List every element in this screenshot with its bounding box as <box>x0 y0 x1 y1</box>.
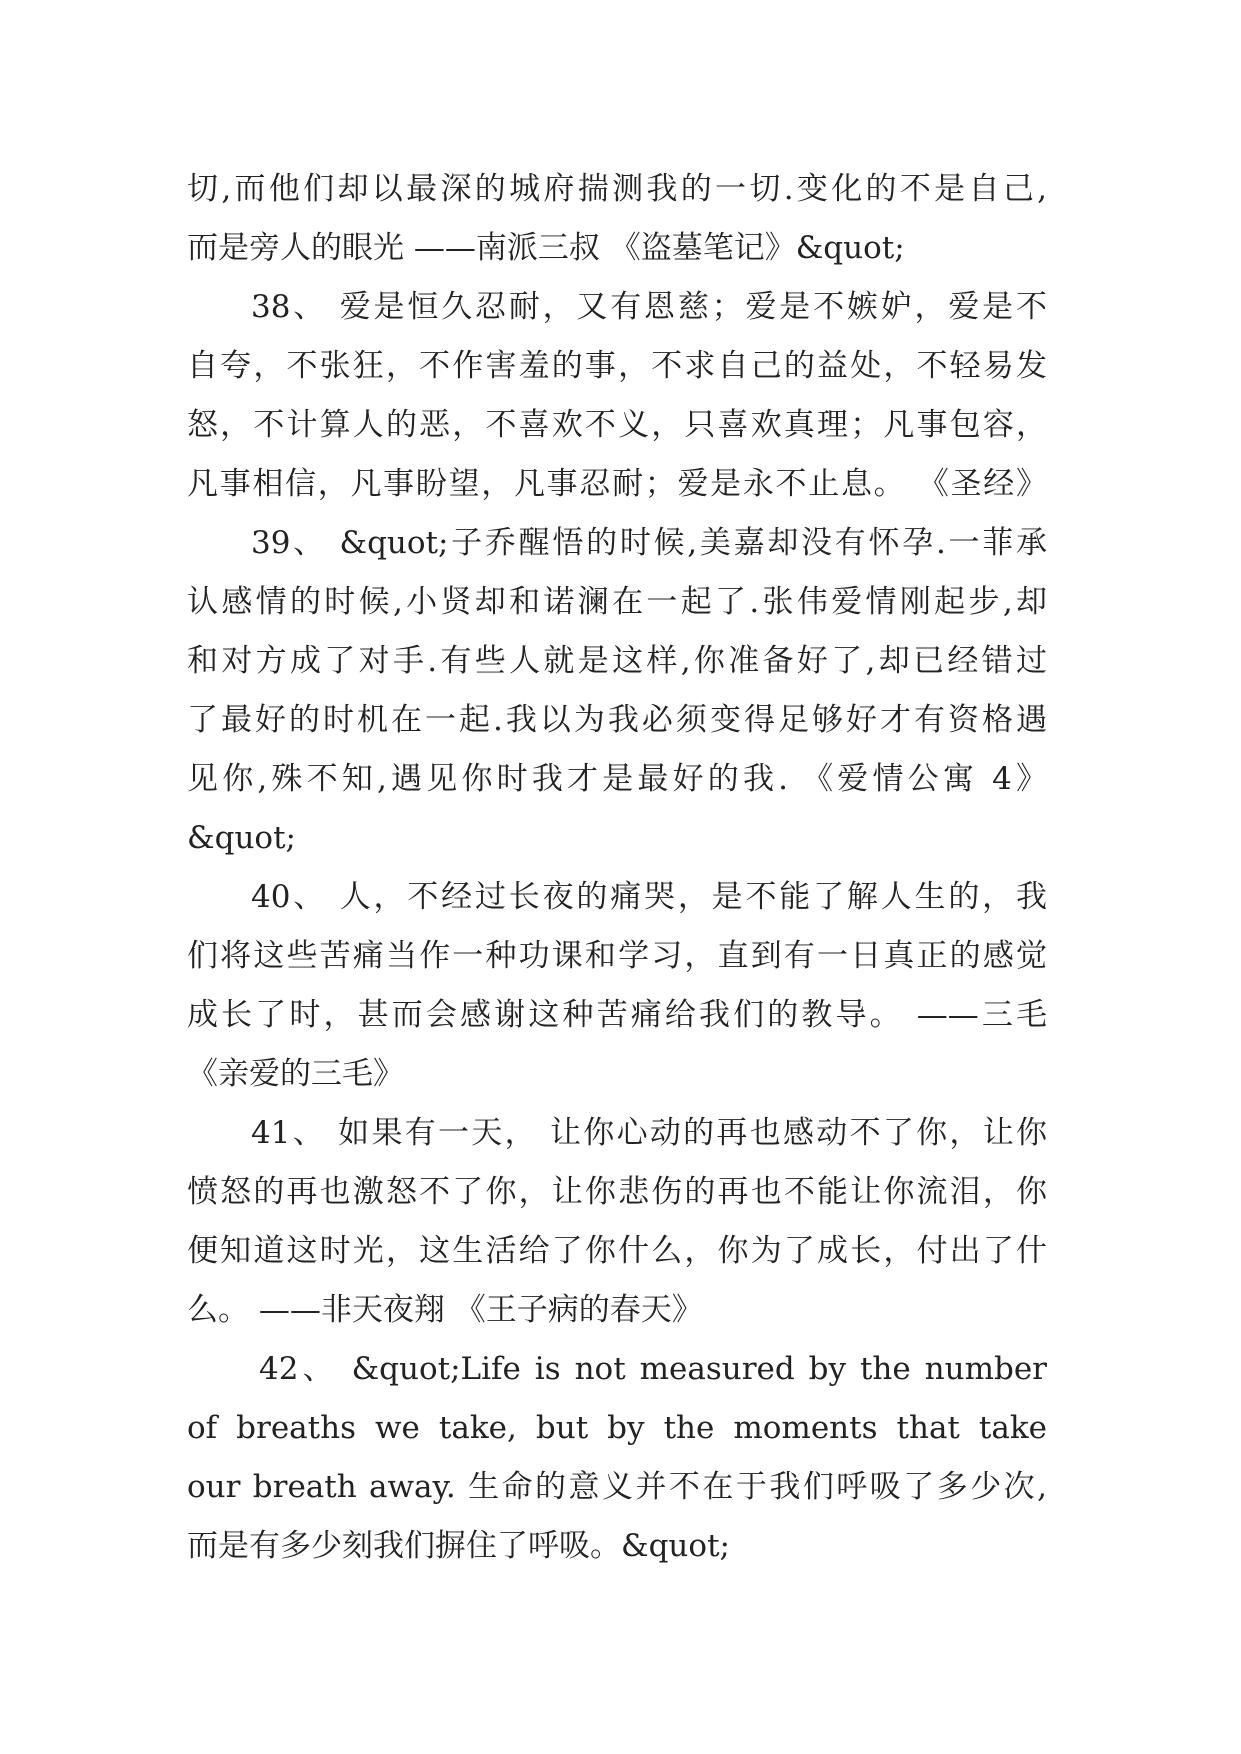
text-line: 怒，不计算人的恶，不喜欢不义，只喜欢真理；凡事包容， <box>187 407 1047 443</box>
text-line: 成长了时，甚而会感谢这种苦痛给我们的教导。 ——三毛 <box>187 997 1047 1033</box>
text-line: 了最好的时机在一起.我以为我必须变得足够好才有资格遇 <box>187 702 1047 738</box>
text-line: 41、 如果有一天， 让你心动的再也感动不了你，让你 <box>251 1115 1047 1151</box>
text-line: 见你,殊不知,遇见你时我才是最好的我. 《爱情公寓 4》 <box>187 761 1047 797</box>
text-line: 便知道这时光，这生活给了你什么，你为了成长，付出了什 <box>187 1233 1047 1269</box>
text-line: 39、 &quot;子乔醒悟的时候,美嘉却没有怀孕.一菲承 <box>251 525 1047 561</box>
text-line: 《亲爱的三毛》 <box>187 1056 404 1092</box>
text-line: 么。 ——非天夜翔 《王子病的春天》 <box>187 1292 703 1328</box>
text-line: our breath away. 生命的意义并不在于我们呼吸了多少次, <box>187 1469 1047 1505</box>
text-line: 认感情的时候,小贤却和诺澜在一起了.张伟爱情刚起步,却 <box>187 584 1047 620</box>
text-line: 切,而他们却以最深的城府揣测我的一切.变化的不是自己, <box>187 171 1047 207</box>
text-line: 40、 人，不经过长夜的痛哭，是不能了解人生的，我 <box>251 879 1047 915</box>
text-line: 愤怒的再也激怒不了你，让你悲伤的再也不能让你流泪，你 <box>187 1174 1047 1210</box>
text-line: 凡事相信，凡事盼望，凡事忍耐；爱是永不止息。 《圣经》 <box>187 466 1047 502</box>
text-line: 而是有多少刻我们摒住了呼吸。&quot; <box>187 1528 730 1564</box>
text-line: of breaths we take, but by the moments that take <box>187 1410 1047 1446</box>
text-line: 们将这些苦痛当作一种功课和学习，直到有一日真正的感觉 <box>187 938 1047 974</box>
text-line: &quot; <box>187 820 296 856</box>
text-line: 和对方成了对手.有些人就是这样,你准备好了,却已经错过 <box>187 643 1047 679</box>
text-line: 自夸，不张狂，不作害羞的事，不求自己的益处，不轻易发 <box>187 348 1047 384</box>
text-line: 38、 爱是恒久忍耐，又有恩慈；爱是不嫉妒，爱是不 <box>251 289 1047 325</box>
text-line: 42、 &quot;Life is not measured by the number <box>259 1351 1047 1387</box>
document-body <box>187 160 1047 1576</box>
text-line: 而是旁人的眼光 ——南派三叔 《盗墓笔记》&quot; <box>187 230 905 266</box>
